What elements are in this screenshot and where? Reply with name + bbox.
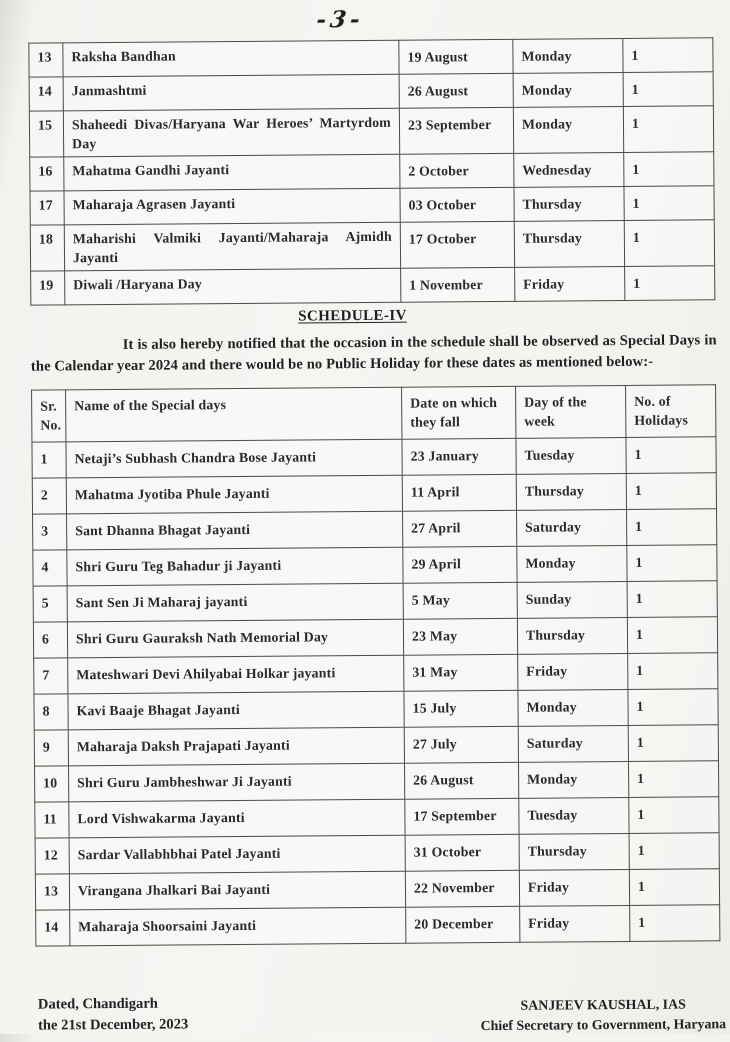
special-days-table-header (32, 384, 716, 441)
cell-sr-no: 17 (30, 191, 64, 225)
cell-date: 31 May (404, 654, 518, 691)
cell-date: 31 October (405, 834, 519, 871)
cell-date: 2 October (400, 153, 514, 188)
cell-date: 27 July (404, 726, 518, 763)
cell-day: Friday (515, 267, 625, 302)
cell-date: 29 April (403, 546, 517, 583)
cell-date: 11 April (402, 474, 516, 511)
cell-holidays: 1 (623, 38, 713, 73)
cell-holidays: 1 (628, 760, 718, 797)
cell-holidays: 1 (627, 544, 717, 581)
cell-name: Shaheedi Divas/Haryana War Heroes’ Martyrdom Day (63, 108, 399, 157)
cell-sr-no: 14 (36, 909, 70, 945)
cell-sr-no: 3 (33, 513, 67, 549)
cell-holidays: 1 (624, 152, 714, 187)
cell-sr-no: 12 (35, 837, 69, 873)
cell-day: Thursday (514, 221, 624, 268)
holiday-table-body (29, 38, 715, 305)
header-sr-no: Sr. No. (32, 389, 66, 441)
cell-day: Monday (513, 106, 623, 153)
cell-day: Thursday (517, 617, 627, 654)
cell-sr-no: 13 (29, 43, 63, 77)
cell-name: Janmashtmi (63, 74, 399, 111)
table-row (33, 508, 717, 549)
header-name: Name of the Special days (66, 387, 402, 442)
cell-name: Kavi Baaje Bhagat Jayanti (68, 691, 404, 730)
page-number: -3- (314, 5, 366, 34)
cell-name: Maharaja Daksh Prajapati Jayanti (68, 727, 404, 766)
cell-sr-no: 13 (35, 873, 69, 909)
dateline-block (36, 993, 189, 1037)
cell-day: Friday (519, 869, 629, 906)
cell-sr-no: 9 (34, 729, 68, 765)
signatory-title: Chief Secretary to Government, Haryana (480, 1017, 727, 1035)
special-days-table-body (32, 436, 720, 945)
cell-holidays: 1 (628, 652, 718, 689)
cell-day: Thursday (516, 473, 626, 510)
dateline-date: the 21st December, 2023 (37, 1016, 189, 1034)
cell-date: 17 October (400, 221, 514, 268)
cell-day: Saturday (517, 509, 627, 546)
table-row (33, 616, 717, 657)
cell-holidays: 1 (625, 266, 715, 301)
table-row (30, 220, 714, 271)
cell-day: Monday (513, 72, 623, 107)
cell-name: Netaji’s Subhash Chandra Bose Jayanti (66, 439, 402, 478)
cell-name: Mahatma Gandhi Jayanti (64, 154, 400, 191)
cell-day: Friday (518, 653, 628, 690)
header-day: Day of the week (516, 385, 626, 438)
cell-day: Thursday (519, 833, 629, 870)
cell-name: Sant Dhanna Bhagat Jayanti (67, 511, 403, 550)
cell-sr-no: 19 (31, 271, 65, 305)
cell-date: 27 April (403, 510, 517, 547)
cell-sr-no: 14 (29, 77, 63, 111)
cell-holidays: 1 (624, 220, 714, 267)
cell-name: Raksha Bandhan (63, 40, 399, 77)
cell-day: Monday (513, 38, 623, 73)
cell-name: Lord Vishwakarma Jayanti (69, 799, 405, 838)
cell-name: Mahatma Jyotiba Phule Jayanti (66, 475, 402, 514)
cell-date: 23 May (403, 618, 517, 655)
cell-sr-no: 4 (33, 549, 67, 585)
cell-day: Tuesday (519, 797, 629, 834)
cell-date: 23 January (402, 438, 516, 475)
table-row (35, 832, 719, 873)
cell-day: Sunday (517, 581, 627, 618)
schedule-heading: SCHEDULE-IV (298, 307, 407, 325)
cell-day: Friday (520, 905, 630, 942)
cell-holidays: 1 (630, 904, 720, 941)
cell-sr-no: 2 (32, 477, 66, 513)
cell-name: Shri Guru Teg Bahadur ji Jayanti (67, 547, 403, 586)
header-date: Date on which they fall (402, 386, 516, 439)
header-holidays: No. of Holidays (626, 384, 716, 437)
cell-name: Maharaja Agrasen Jayanti (64, 188, 400, 225)
cell-day: Saturday (518, 725, 628, 762)
table-row (35, 868, 719, 909)
special-days-table (31, 384, 720, 946)
cell-name: Sant Sen Ji Maharaj jayanti (67, 583, 403, 622)
table-row (34, 688, 718, 729)
cell-date: 26 August (399, 73, 513, 108)
cell-date: 19 August (399, 39, 513, 74)
cell-name: Maharaja Shoorsaini Jayanti (70, 907, 406, 946)
table-row (32, 436, 716, 477)
cell-date: 20 December (406, 906, 520, 943)
table-row (35, 760, 719, 801)
table-row (32, 472, 716, 513)
header-row (32, 384, 716, 441)
cell-date: 15 July (404, 690, 518, 727)
cell-holidays: 1 (629, 832, 719, 869)
table-row (33, 580, 717, 621)
cell-holidays: 1 (623, 106, 713, 153)
cell-date: 22 November (405, 870, 519, 907)
table-row (34, 724, 718, 765)
signature-block (480, 989, 726, 1039)
cell-sr-no: 8 (34, 693, 68, 729)
signatory-name: SANJEEV KAUSHAL, IAS (520, 997, 686, 1014)
cell-day: Monday (518, 689, 628, 726)
cell-day: Thursday (514, 187, 624, 222)
table-row (31, 266, 715, 305)
cell-date: 23 September (399, 107, 513, 154)
cell-holidays: 1 (628, 688, 718, 725)
cell-holidays: 1 (627, 508, 717, 545)
cell-day: Tuesday (516, 437, 626, 474)
cell-day: Monday (518, 761, 628, 798)
cell-date: 26 August (404, 762, 518, 799)
table-row (29, 38, 713, 77)
table-row (29, 106, 713, 157)
cell-name: Diwali /Haryana Day (65, 268, 401, 305)
cell-sr-no: 16 (30, 157, 64, 191)
cell-sr-no: 1 (32, 441, 66, 477)
table-row (30, 186, 714, 225)
table-row (29, 72, 713, 111)
table-row (30, 152, 714, 191)
cell-name: Virangana Jhalkari Bai Jayanti (69, 871, 405, 910)
holiday-table (28, 37, 715, 305)
cell-holidays: 1 (629, 868, 719, 905)
cell-holidays: 1 (629, 796, 719, 833)
cell-sr-no: 15 (29, 111, 63, 157)
cell-day: Wednesday (514, 153, 624, 188)
cell-holidays: 1 (626, 472, 716, 509)
cell-sr-no: 6 (33, 621, 67, 657)
cell-sr-no: 7 (34, 657, 68, 693)
table-row (34, 652, 718, 693)
table-row (33, 544, 717, 585)
table-row (35, 796, 719, 837)
cell-sr-no: 10 (35, 765, 69, 801)
cell-day: Monday (517, 545, 627, 582)
cell-holidays: 1 (628, 724, 718, 761)
cell-holidays: 1 (624, 186, 714, 221)
cell-date: 03 October (400, 187, 514, 222)
cell-date: 5 May (403, 582, 517, 619)
cell-holidays: 1 (626, 436, 716, 473)
cell-sr-no: 18 (30, 225, 64, 271)
dateline-place: Dated, Chandigarh (37, 995, 158, 1013)
cell-holidays: 1 (627, 580, 717, 617)
intro-paragraph: It is also hereby notified that the occasion in the schedule shall be observed as Special Days in the Calendar year 2024 and there would be no Public Holiday for these dates as mentioned below:- (30, 332, 717, 375)
cell-sr-no: 11 (35, 801, 69, 837)
cell-sr-no: 5 (33, 585, 67, 621)
table-row (36, 904, 720, 945)
cell-name: Sardar Vallabhbhai Patel Jayanti (69, 835, 405, 874)
cell-name: Shri Guru Jambheshwar Ji Jayanti (69, 763, 405, 802)
cell-holidays: 1 (627, 616, 717, 653)
cell-holidays: 1 (623, 72, 713, 107)
cell-name: Shri Guru Gauraksh Nath Memorial Day (67, 619, 403, 658)
cell-date: 1 November (401, 267, 515, 302)
cell-name: Maharishi Valmiki Jayanti/Maharaja Ajmidh Jayanti (64, 222, 400, 271)
cell-name: Mateshwari Devi Ahilyabai Holkar jayanti (68, 655, 404, 694)
cell-date: 17 September (405, 798, 519, 835)
